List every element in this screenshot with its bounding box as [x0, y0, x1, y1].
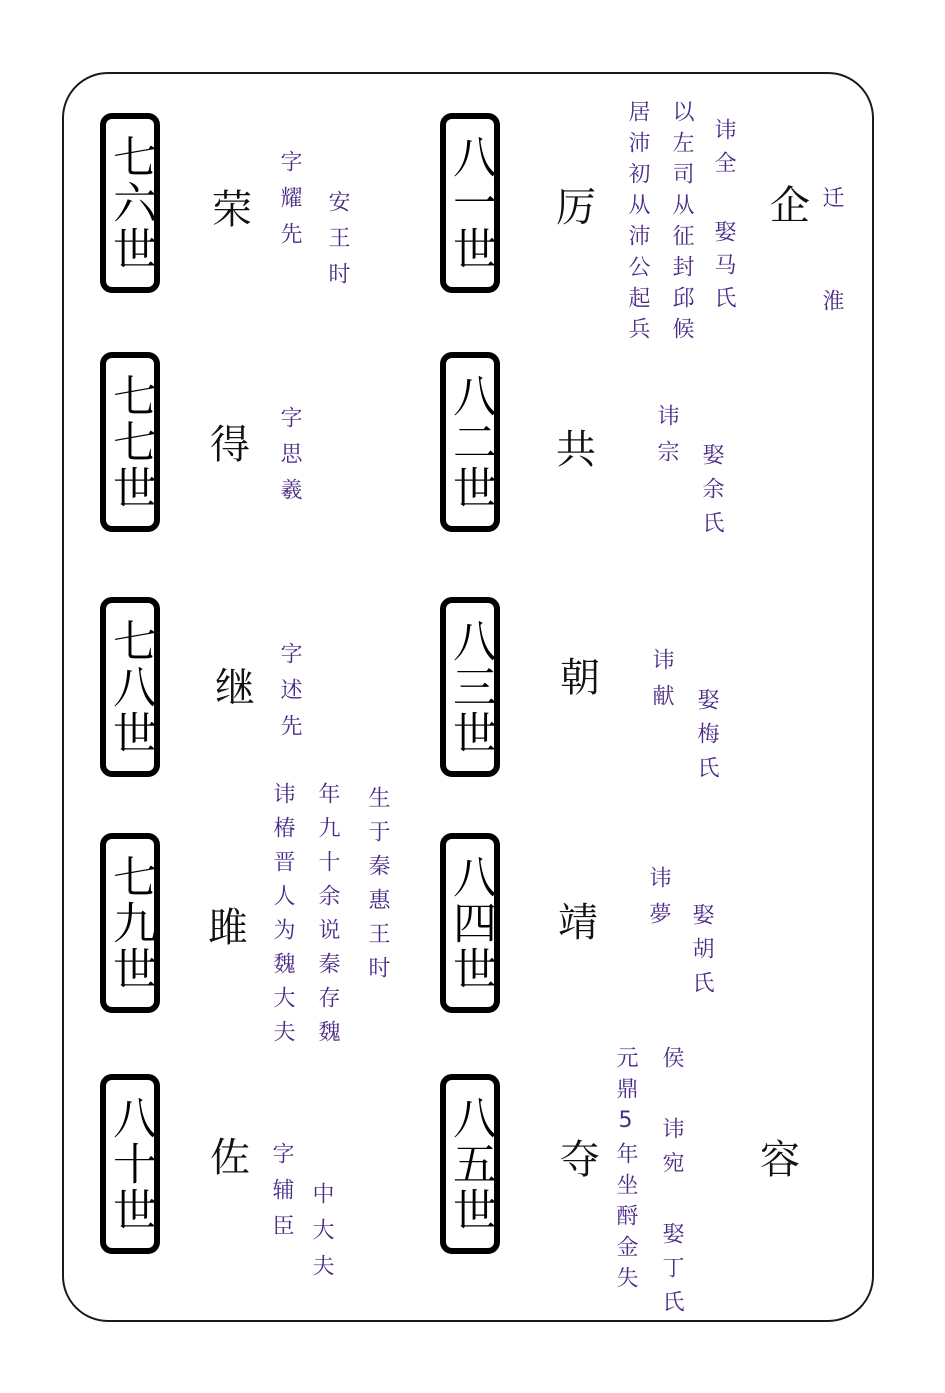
person-note: 字述先 — [277, 642, 302, 750]
person-note: 娶胡氏 — [689, 903, 714, 1005]
person-name-duo: 夺 — [560, 1137, 600, 1183]
person-note: 讳宗 — [654, 404, 679, 476]
person-name-zuo: 佐 — [210, 1135, 250, 1181]
person-name-gong: 共 — [556, 427, 596, 473]
generation-label-81: 八一世 — [440, 113, 500, 293]
generation-label-85: 八五世 — [440, 1074, 500, 1254]
person-note: 以左司从征封邱候 — [669, 100, 694, 348]
person-name-de: 得 — [210, 422, 250, 468]
person-note: 迁 淮 — [819, 186, 844, 339]
person-name-li: 厉 — [556, 185, 596, 231]
person-name-ji: 继 — [215, 665, 255, 711]
person-note: 讳全 娶马氏 — [711, 118, 736, 319]
generation-label-84: 八四世 — [440, 833, 500, 1013]
person-note: 侯 讳宛 娶丁氏 — [659, 1046, 684, 1324]
person-name-rong: 荣 — [212, 187, 252, 233]
person-note: 娶余氏 — [699, 443, 724, 545]
person-name-rong2: 容 — [760, 1137, 800, 1183]
person-note: 字耀先 — [277, 150, 302, 258]
person-note: 中大夫 — [309, 1182, 334, 1290]
person-note: 字思羲 — [277, 406, 302, 514]
generation-label-82: 八二世 — [440, 352, 500, 532]
person-name-chao: 朝 — [560, 655, 600, 701]
generation-label-76: 七六世 — [100, 113, 160, 293]
generation-label-83: 八三世 — [440, 597, 500, 777]
person-note: 生于秦惠王时 — [365, 786, 390, 990]
person-note: 讳夢 — [646, 866, 671, 938]
generation-label-78: 七八世 — [100, 597, 160, 777]
person-note: 年九十余说秦存魏 — [315, 782, 340, 1054]
generation-label-79: 七九世 — [100, 833, 160, 1013]
generation-label-80: 八十世 — [100, 1074, 160, 1254]
person-note: 安王时 — [325, 190, 350, 298]
person-name-jing: 靖 — [558, 900, 598, 946]
person-note: 讳椿晋人为魏大夫 — [270, 782, 295, 1054]
person-name-qi: 企 — [770, 183, 810, 229]
generation-label-77: 七七世 — [100, 352, 160, 532]
person-note: 元鼎5年坐酹金失 — [613, 1046, 638, 1297]
person-name-ju: 雎 — [208, 905, 248, 951]
person-note: 讳献 — [649, 648, 674, 720]
person-note: 娶梅氏 — [694, 688, 719, 790]
person-note: 居沛初从沛公起兵 — [625, 100, 650, 348]
person-note: 字辅臣 — [269, 1142, 294, 1250]
